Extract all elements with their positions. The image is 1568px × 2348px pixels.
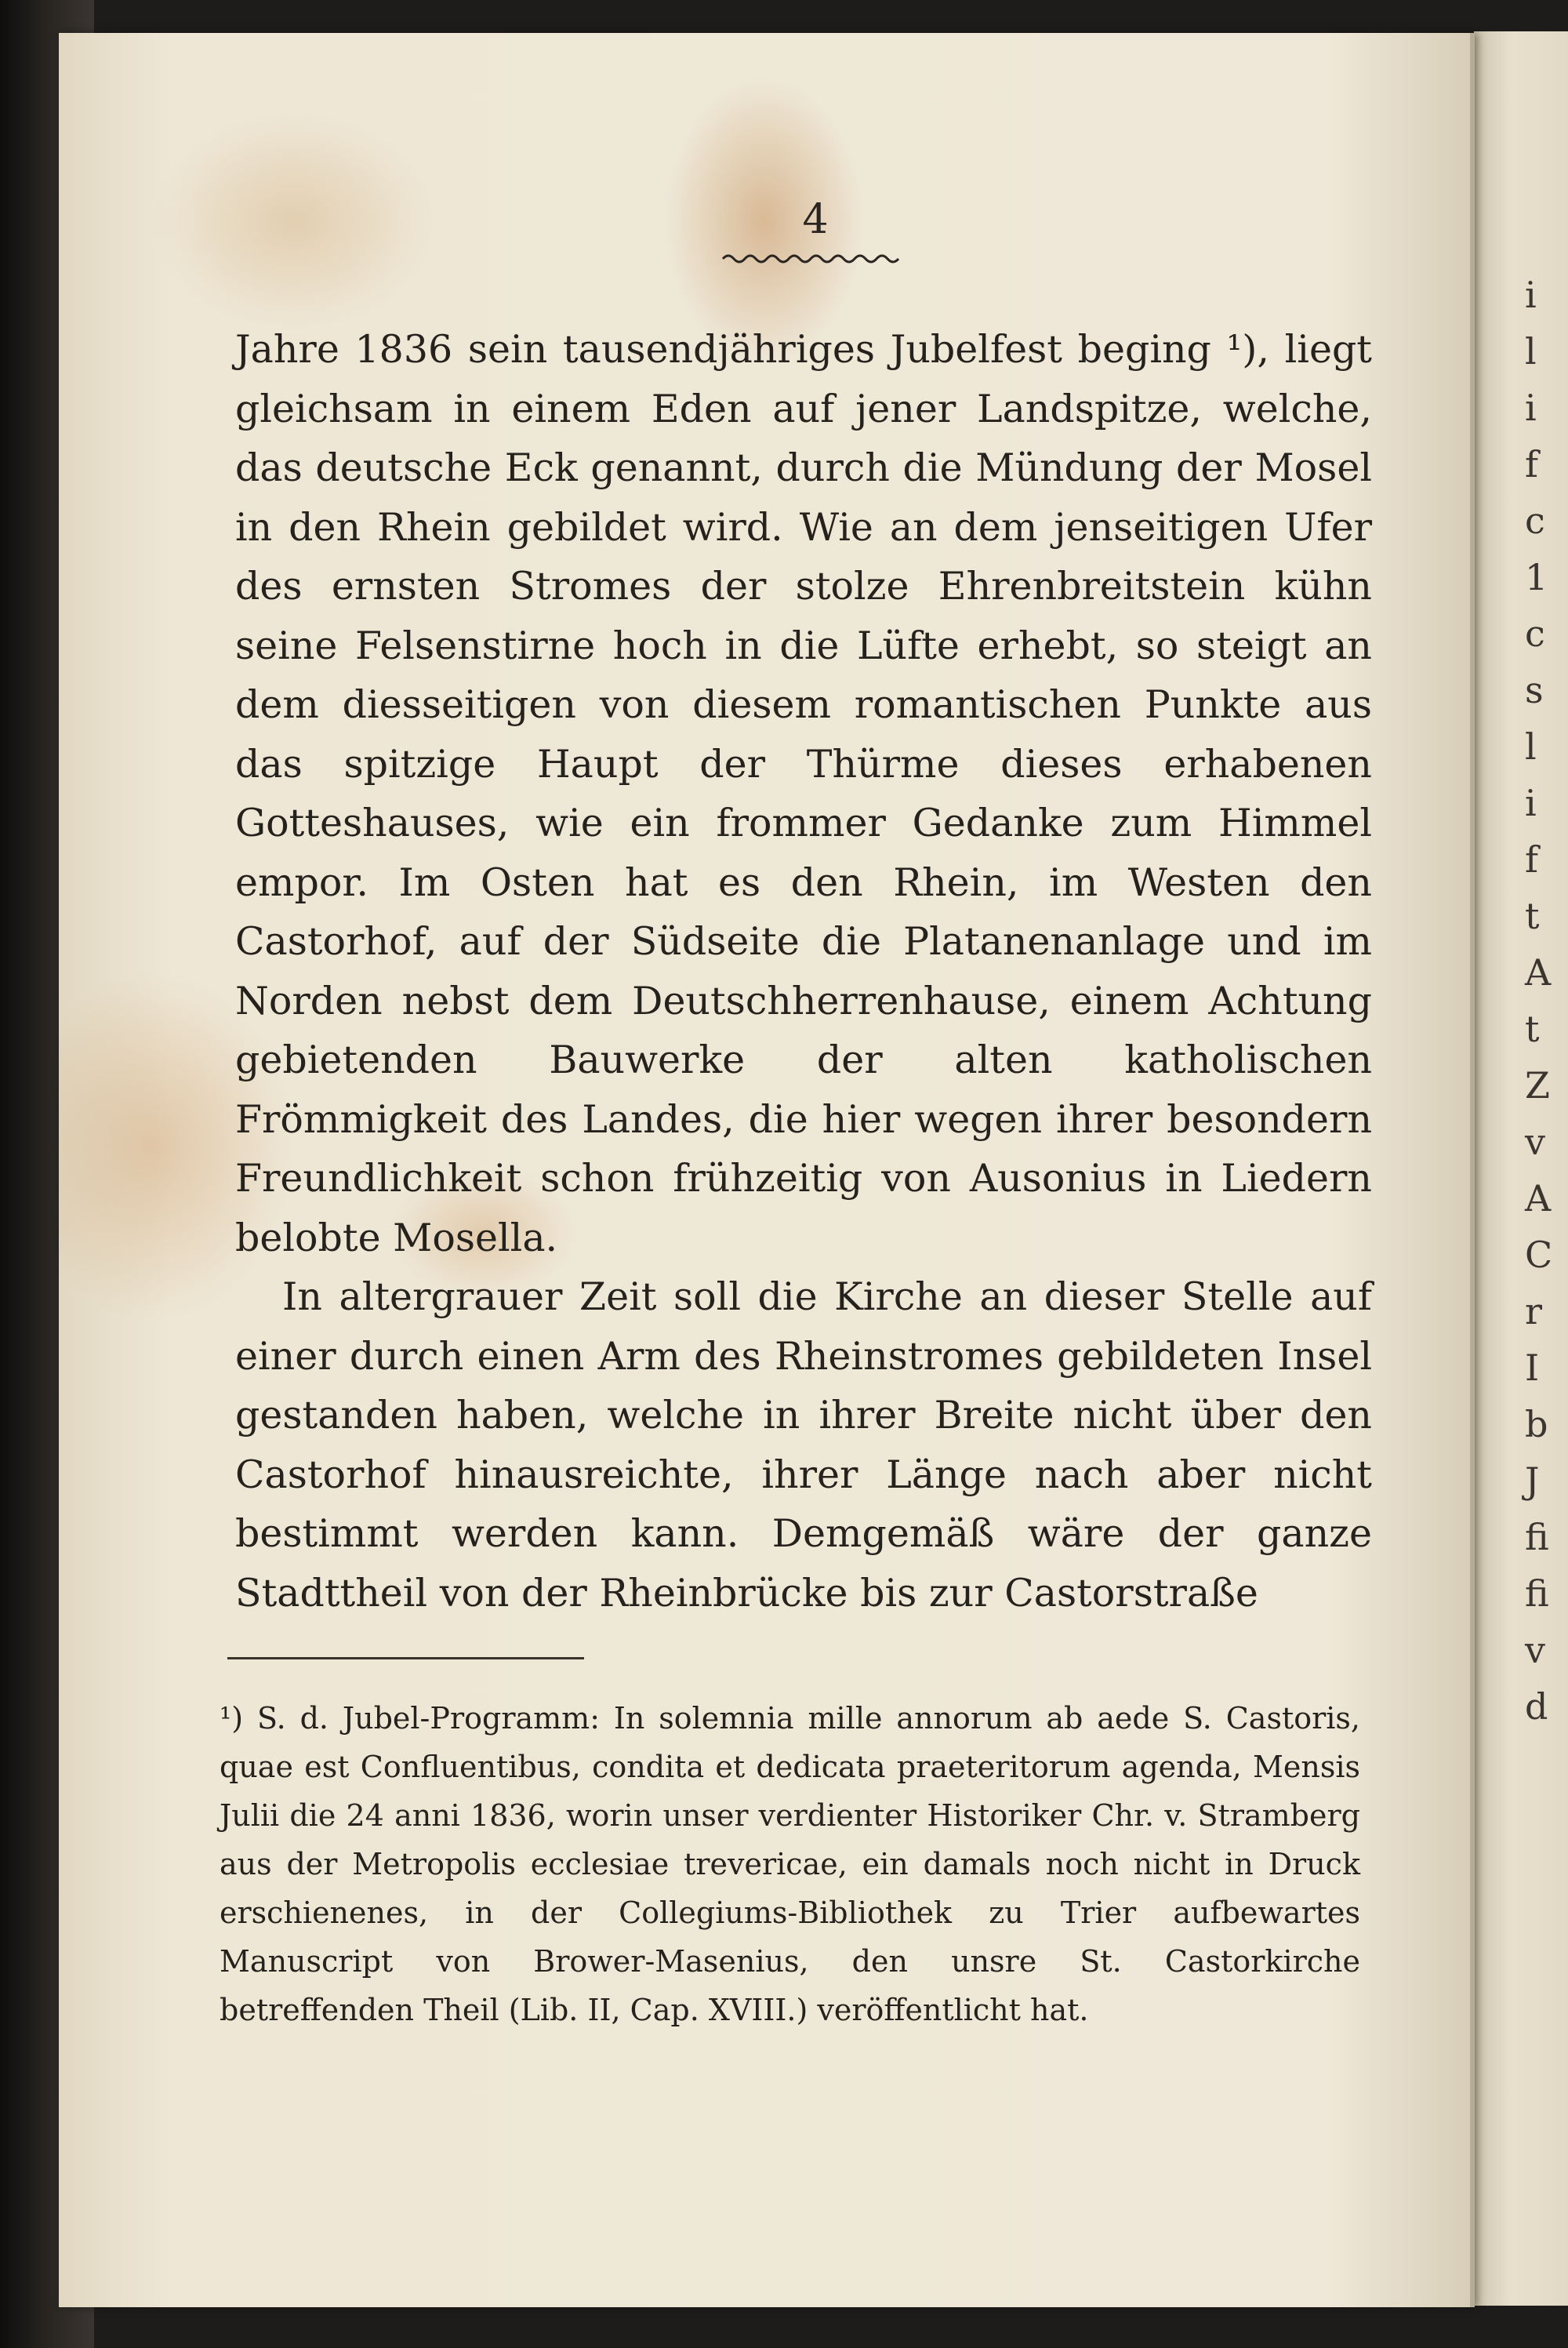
facing-page-letters — [1525, 267, 1568, 1735]
facing-page-letter: i — [1525, 782, 1537, 824]
facing-page-letter: 1 — [1525, 556, 1548, 598]
facing-page-letter: t — [1525, 895, 1540, 937]
paragraph-1: Jahre 1836 sein tausendjähriges Jubelfest beging ¹), liegt gleichsam in einem Eden auf jener Landspitze, welche, das deutsche Eck genannt, durch die Mündung der Mosel in den Rhein gebildet wird. Wie an dem jenseitigen Ufer des ernsten Stromes der stolze Ehrenbreitstein kühn seine Felsenstirne hoch in die Lüfte erhebt, so steigt an dem diesseitigen von diesem romantischen Punkte aus das spitzige Haupt der Thürme dieses erhabenen Gotteshauses, wie ein frommer Gedanke zum Himmel empor. Im Osten hat es den Rhein, im Westen den Castorhof, auf der Südseite die Platanenanlage und im Norden nebst dem Deutschherrenhause, einem Achtung gebietenden Bauwerke der alten katholischen Frömmigkeit des Landes, die hier wegen ihrer besondern Freundlichkeit schon frühzeitig von Ausonius in Liedern belobte Mosella. — [235, 327, 1372, 1260]
facing-page-letter: A — [1525, 951, 1552, 994]
facing-page-letter: r — [1525, 1290, 1542, 1332]
facing-page-letter: fi — [1525, 1572, 1549, 1615]
facing-page-letter: c — [1525, 612, 1545, 655]
facing-page-letter: b — [1525, 1403, 1548, 1445]
footnote-rule — [227, 1657, 584, 1659]
facing-page-letter: l — [1525, 330, 1537, 373]
facing-page-letter: f — [1525, 838, 1539, 881]
footnote-text: ¹) S. d. Jubel-Programm: In solemnia mille annorum ab aede S. Castoris, quae est Confluentibus, condita et dedicata praeteritorum agenda, Mensis Julii die 24 anni 1836, worin unser verdienter Historiker Chr. v. Stramberg aus der Metropolis ecclesiae trevericae, ein damals noch nicht in Druck erschienenes, in der Collegiums-Bibliothek zu Trier aufbewartes Manuscript von Brower-Masenius, den unsre St. Castorkirche betreffenden Theil (Lib. II, Cap. XVIII.) veröffentlicht hat. — [220, 1701, 1360, 2027]
facing-page-letter: Z — [1525, 1064, 1550, 1107]
facing-page-letter: l — [1525, 725, 1537, 768]
facing-page-letter: s — [1525, 669, 1544, 711]
facing-page-letter: i — [1525, 274, 1537, 316]
main-text — [235, 320, 1372, 1623]
facing-page-letter: J — [1525, 1459, 1540, 1502]
facing-page-letter: A — [1525, 1177, 1552, 1219]
facing-page-letter: t — [1525, 1008, 1540, 1050]
facing-page-letter: f — [1525, 443, 1539, 485]
facing-page-letter: C — [1525, 1234, 1553, 1276]
facing-page-letter: I — [1525, 1347, 1540, 1389]
footnote — [220, 1694, 1360, 2034]
facing-page-letter: c — [1525, 500, 1545, 542]
facing-page-letter: i — [1525, 387, 1537, 429]
facing-page-letter: fi — [1525, 1516, 1549, 1558]
wave-ornament-icon — [721, 251, 902, 267]
paragraph-2: In altergrauer Zeit soll die Kirche an dieser Stelle auf einer durch einen Arm des Rheinstromes gebildeten Insel gestanden haben, welche in ihrer Breite nicht über den Castorhof hinausreichte, ihrer Länge nach aber nicht bestimmt werden kann. Demgemäß wäre der ganze Stadttheil von der Rheinbrücke bis zur Castorstraße — [235, 1274, 1372, 1616]
facing-page-letter: d — [1525, 1685, 1548, 1728]
facing-page-letter: v — [1525, 1121, 1545, 1163]
page-number: 4 — [802, 196, 829, 243]
facing-page-letter: v — [1525, 1629, 1545, 1671]
